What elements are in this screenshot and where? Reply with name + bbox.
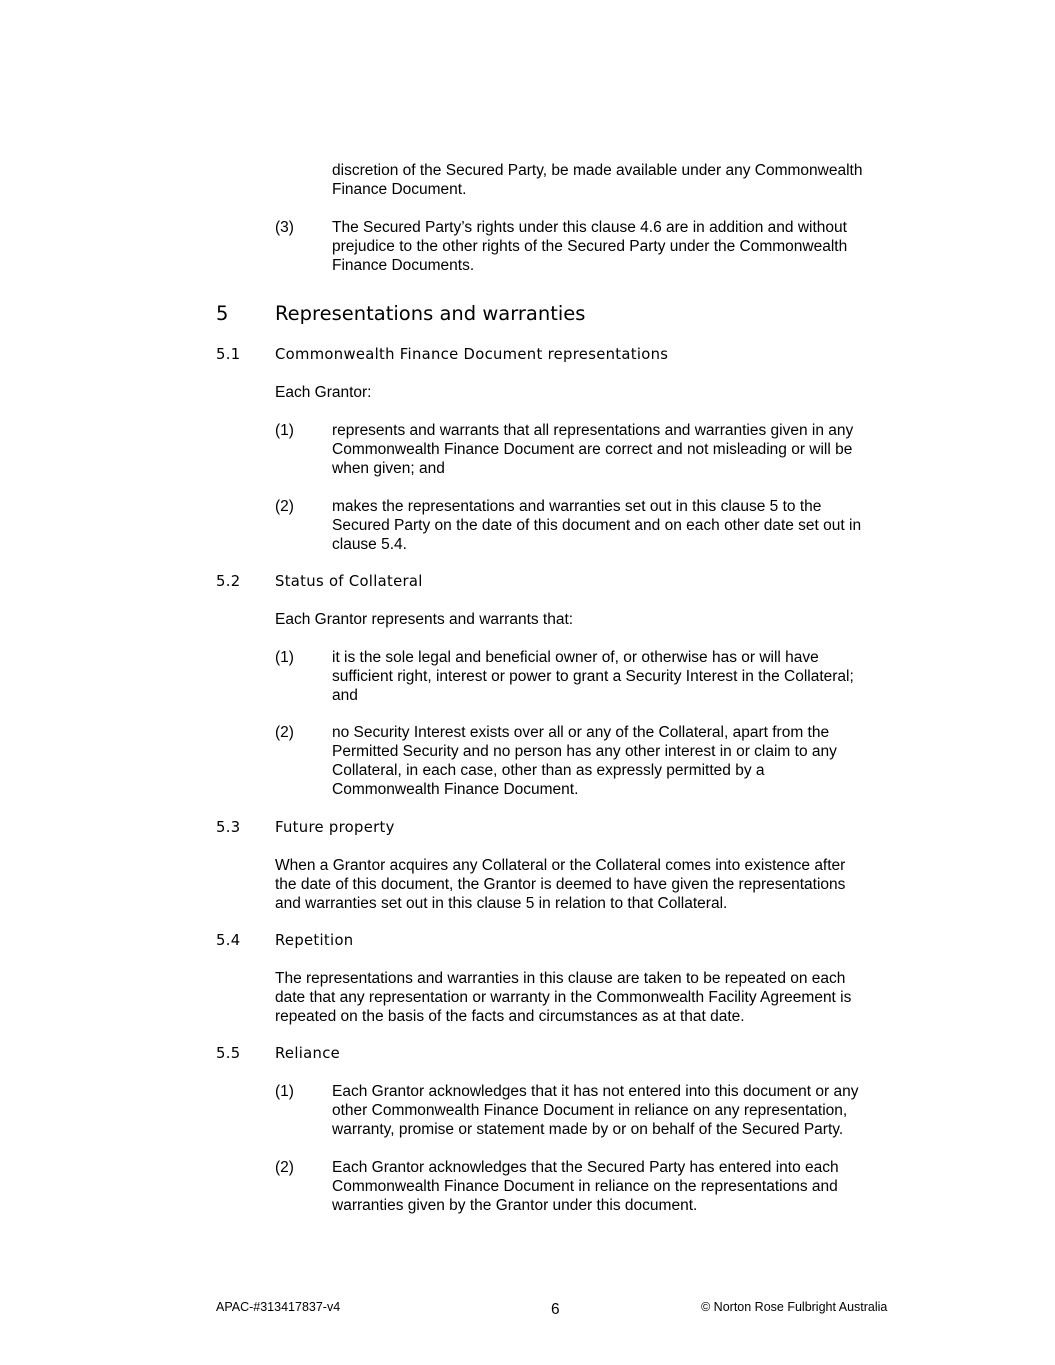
- footer-page-number: 6: [551, 1301, 560, 1318]
- clause-5-5-number: 5.5: [216, 1045, 241, 1062]
- clause-5-1-item-2-number: (2): [275, 498, 294, 515]
- clause-5-4-line: repeated on the basis of the facts and circumstances as at that date.: [275, 1008, 745, 1025]
- clause-5-1-lead: Each Grantor:: [275, 384, 372, 401]
- clause-5-2-item-1-number: (1): [275, 649, 294, 666]
- clause-5-1-item-1-number: (1): [275, 422, 294, 439]
- clause-5-2-item-2-line: Permitted Security and no person has any other interest in or claim to any: [332, 743, 837, 760]
- clause-5-1-number: 5.1: [216, 346, 241, 363]
- clause-5-5-item-1-line: Each Grantor acknowledges that it has not entered into this document or any: [332, 1083, 859, 1100]
- clause-5-1-item-2-line: makes the representations and warranties set out in this clause 5 to the: [332, 498, 822, 515]
- clause-5-5-title: Reliance: [275, 1045, 341, 1062]
- clause-5-3-line: the date of this document, the Grantor is deemed to have given the representations: [275, 876, 846, 893]
- clause-5-3-line: When a Grantor acquires any Collateral or the Collateral comes into existence after: [275, 857, 846, 874]
- clause-5-2-item-2-line: Collateral, in each case, other than as expressly permitted by a: [332, 762, 765, 779]
- clause-5-1-item-1-line: Commonwealth Finance Document are correct and not misleading or will be: [332, 441, 853, 458]
- clause-5-1-item-1-line: represents and warrants that all representations and warranties given in any: [332, 422, 854, 439]
- section-5-title: Representations and warranties: [275, 302, 586, 325]
- clause-5-1-item-2-line: Secured Party on the date of this document and on each other date set out in: [332, 517, 862, 534]
- intro-line-2: Finance Document.: [332, 181, 467, 198]
- clause-5-5-item-1-number: (1): [275, 1083, 294, 1100]
- clause-5-4-number: 5.4: [216, 932, 241, 949]
- clause-4-6-3-number: (3): [275, 219, 294, 236]
- clause-5-2-lead: Each Grantor represents and warrants that:: [275, 611, 574, 628]
- clause-5-2-item-2-line: no Security Interest exists over all or any of the Collateral, apart from the: [332, 724, 830, 741]
- clause-5-3-title: Future property: [275, 819, 395, 836]
- clause-5-4-title: Repetition: [275, 932, 354, 949]
- clause-4-6-3-line-2: prejudice to the other rights of the Secured Party under the Commonwealth: [332, 238, 848, 255]
- clause-5-4-line: date that any representation or warranty in the Commonwealth Facility Agreement is: [275, 989, 852, 1006]
- footer-copyright: © Norton Rose Fulbright Australia: [701, 1300, 888, 1314]
- section-5-number: 5: [216, 302, 229, 325]
- clause-5-2-number: 5.2: [216, 573, 241, 590]
- clause-5-5-item-1-line: other Commonwealth Finance Document in reliance on any representation,: [332, 1102, 848, 1119]
- clause-5-2-item-2-number: (2): [275, 724, 294, 741]
- clause-5-4-line: The representations and warranties in this clause are taken to be repeated on each: [275, 970, 846, 987]
- clause-5-5-item-2-line: Each Grantor acknowledges that the Secured Party has entered into each: [332, 1159, 839, 1176]
- clause-5-3-number: 5.3: [216, 819, 241, 836]
- clause-4-6-3-line-3: Finance Documents.: [332, 257, 475, 274]
- clause-5-1-title: Commonwealth Finance Document representations: [275, 346, 669, 363]
- clause-5-2-title: Status of Collateral: [275, 573, 423, 590]
- footer-doc-ref: APAC-#313417837-v4: [216, 1300, 341, 1314]
- clause-5-2-item-1-line: sufficient right, interest or power to grant a Security Interest in the Collateral;: [332, 668, 854, 685]
- clause-5-5-item-2-line: warranties given by the Grantor under this document.: [332, 1197, 698, 1214]
- clause-5-5-item-1-line: warranty, promise or statement made by or on behalf of the Secured Party.: [332, 1121, 844, 1138]
- clause-4-6-3-line-1: The Secured Party’s rights under this clause 4.6 are in addition and without: [332, 219, 847, 236]
- clause-5-1-item-2-line: clause 5.4.: [332, 536, 407, 553]
- clause-5-3-line: and warranties set out in this clause 5 in relation to that Collateral.: [275, 895, 728, 912]
- clause-5-2-item-1-line: and: [332, 687, 358, 704]
- clause-5-2-item-2-line: Commonwealth Finance Document.: [332, 781, 579, 798]
- intro-line-1: discretion of the Secured Party, be made available under any Commonwealth: [332, 162, 863, 179]
- clause-5-2-item-1-line: it is the sole legal and beneficial owner of, or otherwise has or will have: [332, 649, 819, 666]
- clause-5-5-item-2-number: (2): [275, 1159, 294, 1176]
- clause-5-5-item-2-line: Commonwealth Finance Document in reliance on the representations and: [332, 1178, 838, 1195]
- clause-5-1-item-1-line: when given; and: [332, 460, 445, 477]
